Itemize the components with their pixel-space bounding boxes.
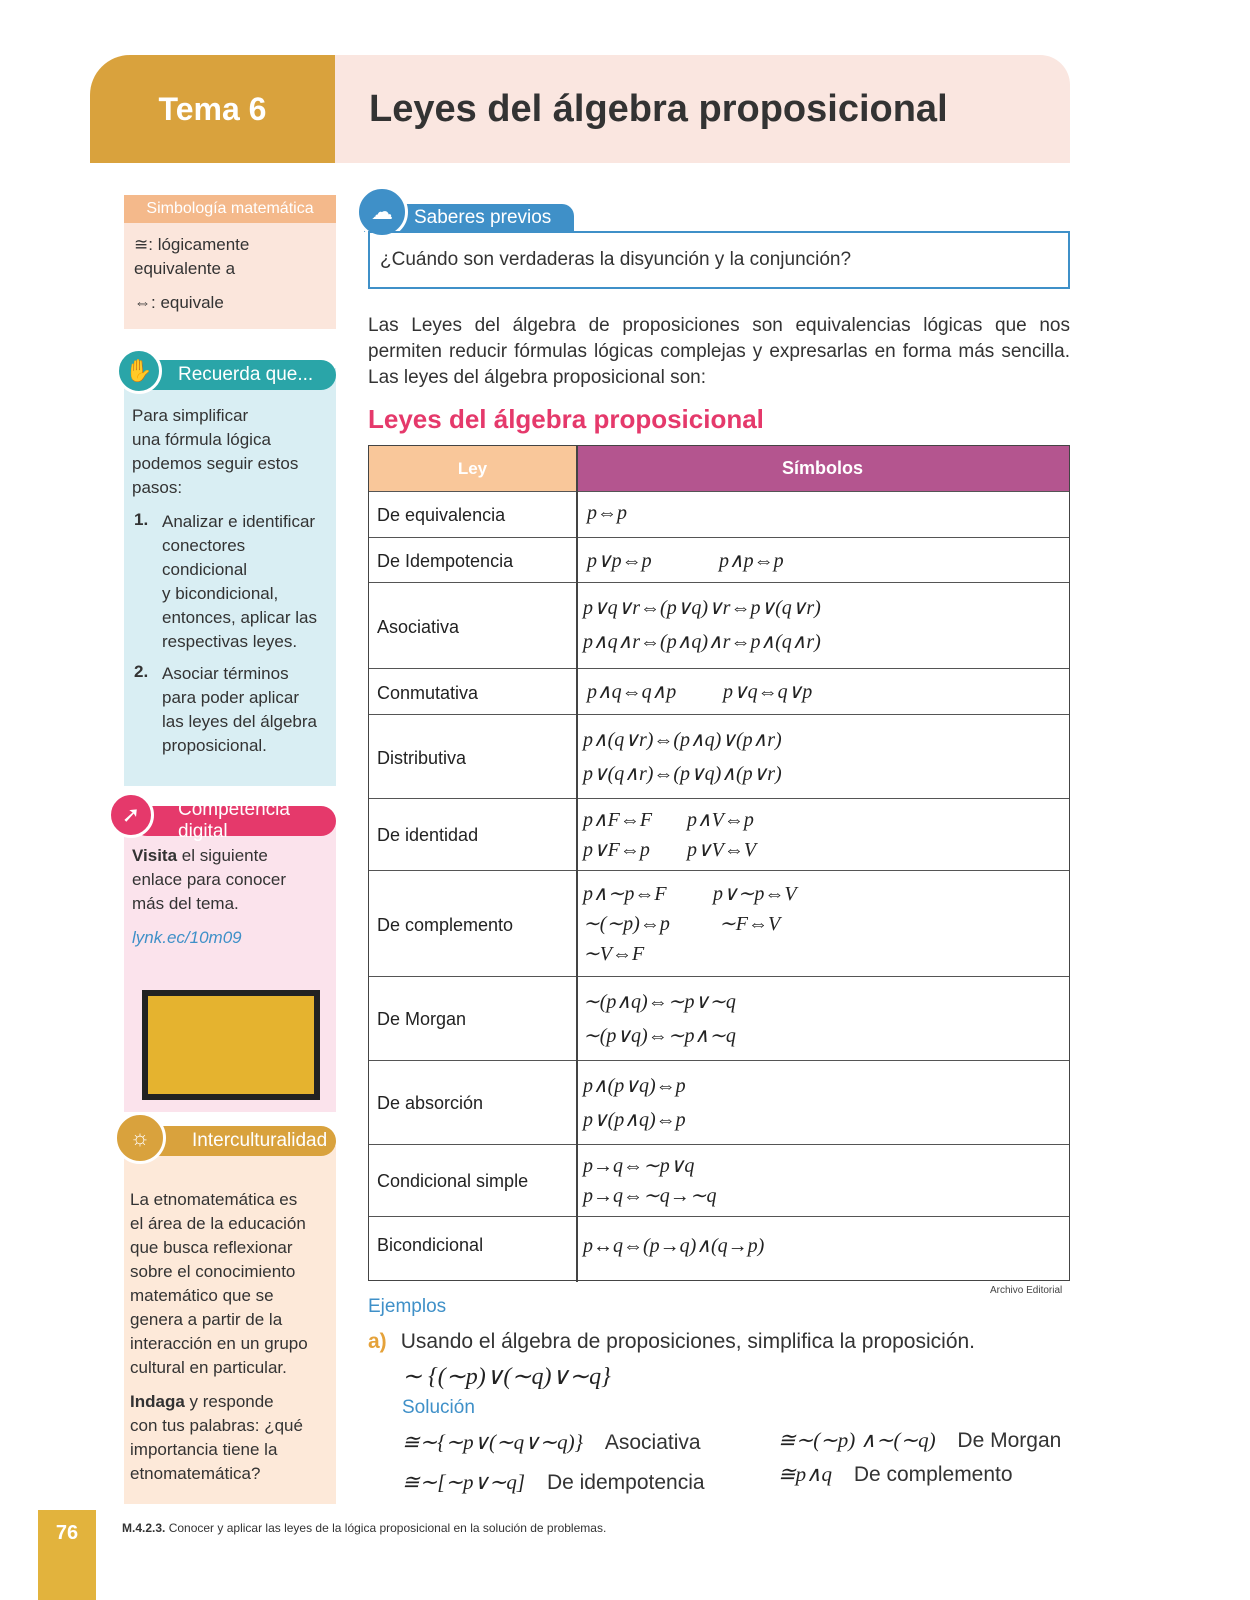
tema-label: Tema 6 <box>158 90 267 127</box>
recuerda-intro-line: una fórmula lógica <box>132 430 271 449</box>
page-number: 76 <box>38 1510 96 1600</box>
law-symbol: p∨q∨r⇔(p∨q)∨r⇔p∨(q∨r) <box>583 597 821 619</box>
intercultural-line: La etnomatemática es <box>130 1190 298 1209</box>
table-row <box>369 582 1069 668</box>
header-ley: Ley <box>369 446 576 491</box>
law-symbol: ∼(p∨q)⇔∼p∧∼q <box>583 1025 736 1047</box>
skill-description: Conocer y aplicar las leyes de la lógica proposicional en la solución de problemas. <box>165 1521 607 1535</box>
intercultural-line: que busca reflexionar <box>130 1238 293 1257</box>
law-symbol: p∨F⇔p <box>583 839 650 861</box>
law-name: De equivalencia <box>377 505 506 525</box>
solution-step <box>402 1470 705 1495</box>
law-symbol: p∧F⇔F <box>583 809 653 831</box>
simbologia-item: equivalente a <box>134 259 236 278</box>
intercultural-line: el área de la educación <box>130 1214 306 1233</box>
cursor-icon: ➚ <box>108 792 154 838</box>
law-symbol: p⇔p <box>587 502 627 524</box>
law-symbol: p∧V⇔p <box>687 809 754 831</box>
law-name: Distributiva <box>377 748 467 768</box>
solution-step <box>778 1462 1013 1487</box>
interculturalidad-tab-label: Interculturalidad <box>192 1130 328 1151</box>
example-label: a) <box>368 1330 387 1353</box>
video-thumbnail[interactable] <box>142 990 320 1100</box>
step2-line: Asociar términos <box>162 664 289 683</box>
step1-line: condicional <box>162 560 248 579</box>
table-row <box>369 1144 1069 1216</box>
simbologia-tab: Simbología matemática <box>124 195 336 223</box>
interculturalidad-box <box>124 1125 336 1504</box>
saberes-tab-label: Saberes previos <box>414 207 552 228</box>
step-law: De idempotencia <box>546 1471 705 1494</box>
recuerda-intro-line: podemos seguir estos <box>132 454 299 473</box>
intercultural-line: genera a partir de la <box>130 1310 283 1329</box>
simbologia-box <box>124 195 336 329</box>
competencia-text: más del tema. <box>132 894 239 913</box>
law-symbol: p∧(q∨r)⇔(p∧q)∨(p∧r) <box>583 729 782 751</box>
law-name: Condicional simple <box>377 1171 529 1191</box>
step-expression: ≅∼(∼p) ∧∼(∼q) <box>778 1428 936 1452</box>
law-symbol: p→q⇔∼q→∼q <box>583 1185 717 1207</box>
table-row <box>369 714 1069 798</box>
table-row <box>369 976 1069 1060</box>
step1-line: entonces, aplicar las <box>162 608 317 627</box>
table-row <box>369 870 1069 976</box>
saberes-question: ¿Cuándo son verdaderas la disyunción y la conjunción? <box>368 231 1070 289</box>
intercultural-question: importancia tiene la <box>130 1440 278 1459</box>
law-name: Conmutativa <box>377 683 479 703</box>
competencia-box <box>121 799 336 1112</box>
page-title-bar <box>335 55 1070 163</box>
competencia-text: enlace para conocer <box>132 870 287 889</box>
law-name: De absorción <box>377 1093 484 1113</box>
law-symbol: p∧∼p⇔F <box>583 883 667 905</box>
header-simbolos: Símbolos <box>576 446 1069 491</box>
indaga-label: Indaga <box>130 1392 185 1411</box>
law-name: De identidad <box>377 825 479 845</box>
page-title: Leyes del álgebra proposicional <box>369 87 948 130</box>
ejemplos-title: Ejemplos <box>368 1296 447 1317</box>
law-symbol: p∨q⇔q∨p <box>723 681 813 703</box>
intercultural-question: con tus palabras: ¿qué <box>130 1416 303 1435</box>
footer-text <box>122 1521 606 1535</box>
intercultural-line: matemático que se <box>130 1286 274 1305</box>
intercultural-line: interacción en un grupo <box>130 1334 308 1353</box>
solucion-label: Solución <box>402 1397 475 1418</box>
law-symbol: ∼(p∧q)⇔∼p∨∼q <box>583 991 736 1013</box>
table-row <box>369 1060 1069 1144</box>
competencia-text: el siguiente <box>177 846 268 865</box>
example-text: Usando el álgebra de proposiciones, simplifica la proposición. <box>400 1330 976 1353</box>
law-symbol: ∼V⇔F <box>583 943 645 965</box>
hand-icon: ✋ <box>116 348 162 394</box>
law-name: De complemento <box>377 915 514 935</box>
step1-line: respectivas leyes. <box>162 632 298 651</box>
law-symbol: p∨p⇔p <box>587 550 652 572</box>
step1-line: Analizar e identificar <box>162 512 316 531</box>
solution-step <box>778 1428 1061 1453</box>
responde-text: y responde <box>184 1392 274 1411</box>
table-row <box>369 1216 1069 1282</box>
interculturalidad-tab <box>146 1126 336 1156</box>
law-symbol: p→q⇔∼p∨q <box>583 1155 695 1177</box>
section-title: Leyes del álgebra proposicional <box>368 404 764 434</box>
brain-icon: ☁ <box>356 186 408 238</box>
column-divider <box>576 446 578 1282</box>
step-law: De Morgan <box>957 1429 1062 1452</box>
law-name: Bicondicional <box>377 1235 484 1255</box>
law-name: De Morgan <box>377 1009 467 1029</box>
step2-line: las leyes del álgebra <box>162 712 317 731</box>
law-symbol: p∧p⇔p <box>719 550 784 572</box>
step1-line: y bicondicional, <box>162 584 279 603</box>
laws-table <box>368 445 1070 1281</box>
law-symbol: p∨(q∧r)⇔(p∨q)∧(p∨r) <box>583 763 782 785</box>
law-symbol: p∧q∧r⇔(p∧q)∧r⇔p∧(q∧r) <box>583 631 821 653</box>
recuerda-box <box>124 358 336 786</box>
skill-code: M.4.2.3. <box>122 1521 166 1535</box>
step2-line: para poder aplicar <box>162 688 300 707</box>
law-symbol: p↔q⇔(p→q)∧(q→p) <box>583 1235 765 1257</box>
law-symbol: ∼(∼p)⇔p <box>583 913 670 935</box>
law-symbol: p∨∼p⇔V <box>713 883 797 905</box>
table-row <box>369 491 1069 537</box>
simbologia-item: ⇔: equivale <box>134 293 224 312</box>
tema-header <box>90 55 335 163</box>
video-link[interactable]: lynk.ec/10m09 <box>132 928 242 947</box>
simbologia-item: ≅: lógicamente <box>134 235 250 254</box>
intercultural-line: cultural en particular. <box>130 1358 287 1377</box>
table-row <box>369 537 1069 582</box>
example-a <box>368 1330 975 1354</box>
table-row <box>369 668 1069 714</box>
example-expression: ∼ {(∼p)∨(∼q)∨∼q} <box>402 1364 611 1390</box>
law-symbol: p∧q⇔q∧p <box>587 681 677 703</box>
step1-line: conectores <box>162 536 246 555</box>
competencia-tab <box>132 799 336 842</box>
sun-icon: ☼ <box>114 1112 166 1164</box>
competencia-tab-label: Competencia digital <box>178 799 290 842</box>
law-symbol: ∼F⇔V <box>719 913 781 935</box>
step-expression: ≅∼[∼p∨∼q] <box>402 1470 526 1494</box>
step-law: Asociativa <box>604 1431 701 1454</box>
law-symbol: p∨(p∧q)⇔p <box>583 1109 686 1131</box>
step-expression: ≅p∧q <box>778 1462 832 1486</box>
step-number: 1. <box>134 510 149 529</box>
step-expression: ≅∼{∼p∨(∼q∨∼q)} <box>402 1430 584 1454</box>
recuerda-intro-line: Para simplificar <box>132 406 249 425</box>
step-number: 2. <box>134 662 149 681</box>
step-law: De complemento <box>853 1463 1013 1486</box>
recuerda-tab-label: Recuerda que... <box>178 364 314 385</box>
law-symbol: p∧(p∨q)⇔p <box>583 1075 686 1097</box>
credit: Archivo Editorial <box>990 1285 1063 1296</box>
table-row <box>369 798 1069 870</box>
intercultural-question: etnomatemática? <box>130 1464 261 1483</box>
recuerda-tab <box>132 360 336 390</box>
law-name: De Idempotencia <box>377 551 514 571</box>
intro-paragraph: Las Leyes del álgebra de proposiciones son equivalencias lógicas que nos permiten reducir fórmulas lógicas complejas y expresarlas en forma más sencilla. Las leyes del álgebra proposicional son: <box>368 315 1070 388</box>
law-symbol: p∨V⇔V <box>687 839 757 861</box>
step2-line: proposicional. <box>162 736 267 755</box>
intercultural-line: sobre el conocimiento <box>130 1262 296 1281</box>
recuerda-intro-line: pasos: <box>132 478 183 497</box>
solution-step <box>402 1430 701 1455</box>
visita-label: Visita <box>132 846 178 865</box>
law-name: Asociativa <box>377 617 460 637</box>
